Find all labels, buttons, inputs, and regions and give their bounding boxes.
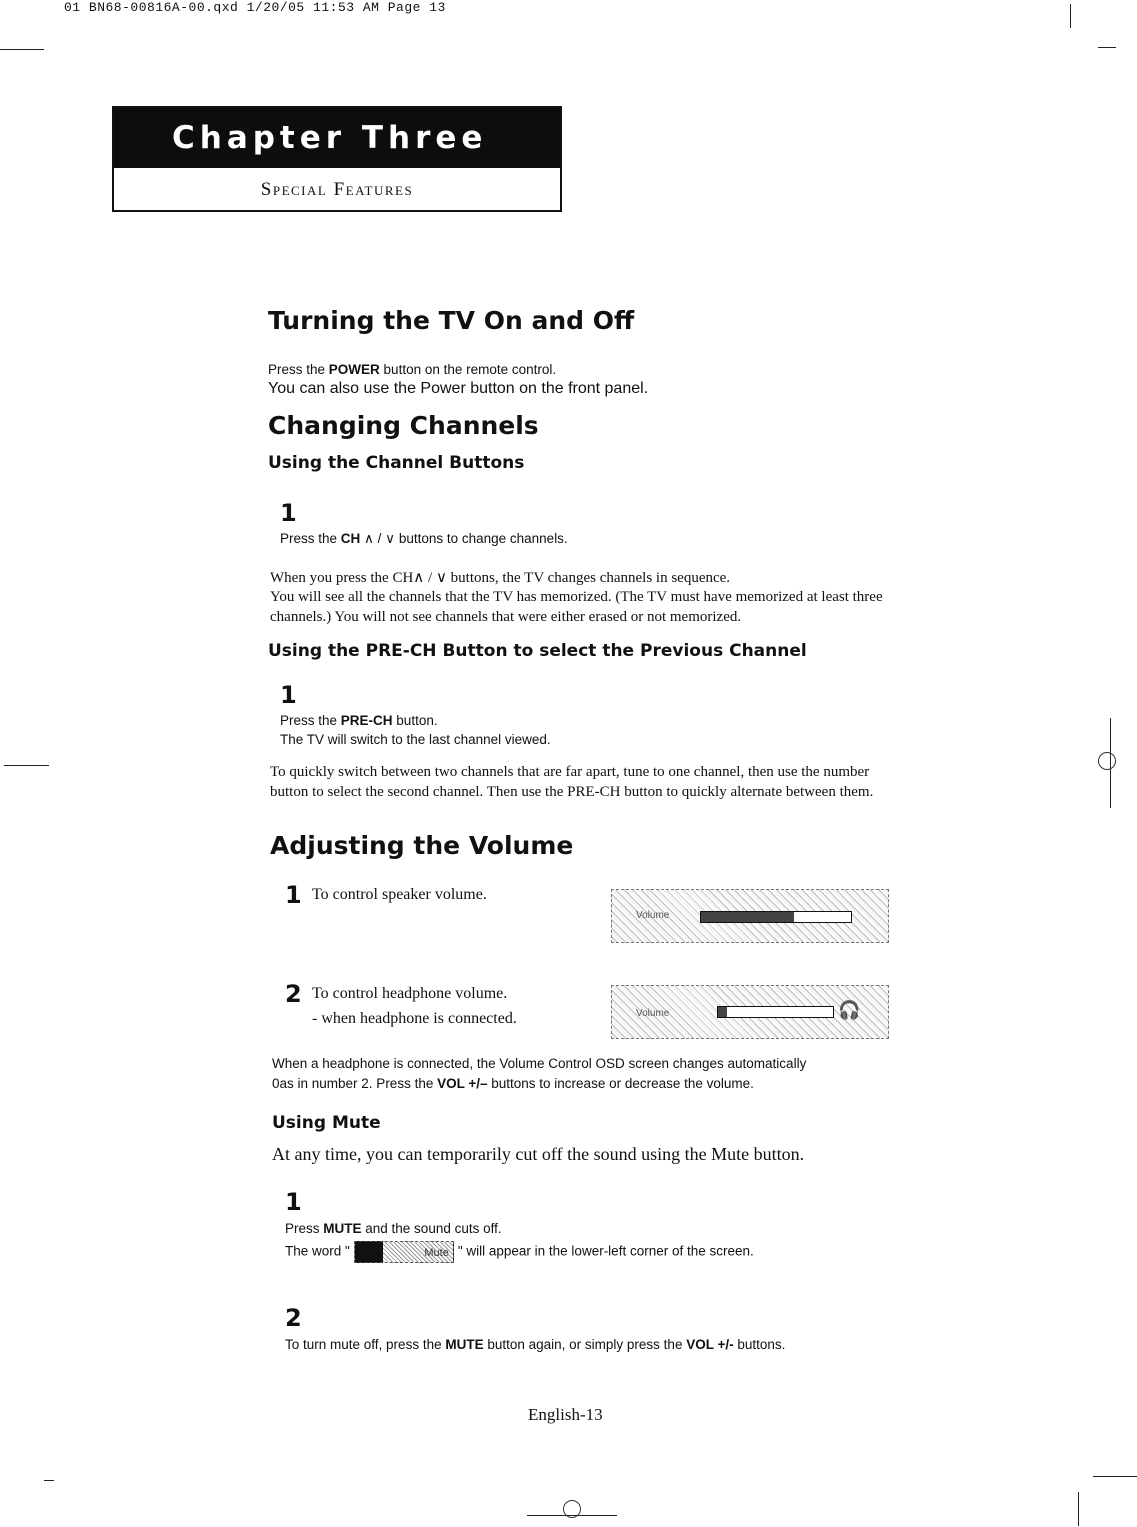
osd-label: Volume bbox=[636, 1008, 670, 1019]
subheading-pre-ch: Using the PRE-CH Button to select the Previous Channel bbox=[268, 641, 807, 661]
mute-step-1-line2 bbox=[285, 1241, 754, 1263]
step-number: 1 bbox=[280, 499, 297, 527]
page-number: English-13 bbox=[528, 1405, 603, 1424]
text: Press the bbox=[280, 531, 341, 546]
volume-item-1: To control speaker volume. bbox=[312, 886, 487, 903]
chapter-title: Chapter Three bbox=[114, 108, 560, 168]
pre-ch-step-line2: The TV will switch to the last channel viewed. bbox=[280, 732, 551, 747]
text: buttons to increase or decrease the volume. bbox=[487, 1076, 754, 1091]
channel-note-1: When you press the CH∧ / ∨ buttons, the TV changes channels in sequence. bbox=[270, 570, 731, 586]
mute-key-label: MUTE bbox=[323, 1221, 362, 1236]
crop-mark bbox=[0, 49, 44, 50]
step-number: 1 bbox=[285, 1188, 302, 1216]
text: Press the bbox=[268, 362, 329, 377]
volume-level-fill bbox=[718, 1007, 727, 1017]
ch-key-label: CH bbox=[340, 531, 361, 546]
crop-mark bbox=[1098, 47, 1116, 48]
osd-label: Volume bbox=[636, 910, 670, 921]
power-note: You can also use the Power button on the front panel. bbox=[268, 380, 649, 397]
registration-mark bbox=[563, 1500, 581, 1518]
text: buttons to change channels. bbox=[398, 531, 568, 546]
chapter-header bbox=[112, 106, 562, 212]
headphone-icon: 🎧 bbox=[838, 1000, 861, 1020]
power-key-label: POWER bbox=[328, 362, 380, 377]
mute-step-2 bbox=[285, 1337, 785, 1352]
text: button again, or simply press the bbox=[483, 1337, 687, 1352]
vol-key-label: VOL +/- bbox=[686, 1337, 734, 1352]
crop-mark bbox=[4, 765, 49, 766]
mute-osd-icon: Mute bbox=[354, 1241, 454, 1263]
text: button on the remote control. bbox=[379, 362, 557, 377]
pre-ch-note: To quickly switch between two channels that are far apart, tune to one channel, then use the number button to select the second channel. Then use the PRE-CH button to quickly alternate between them. bbox=[270, 764, 874, 800]
volume-level-fill bbox=[701, 912, 794, 922]
step-number: 2 bbox=[285, 980, 302, 1008]
mute-step-1 bbox=[285, 1221, 502, 1236]
volume-osd-speaker bbox=[611, 889, 889, 943]
volume-note-line1: When a headphone is connected, the Volume Control OSD screen changes automatically bbox=[272, 1056, 807, 1071]
subheading-mute: Using Mute bbox=[272, 1113, 381, 1133]
volume-item-2: To control headphone volume. bbox=[312, 985, 508, 1002]
text: The word " bbox=[285, 1243, 350, 1259]
crop-mark bbox=[1078, 1492, 1079, 1526]
vol-key-label: VOL +/– bbox=[437, 1076, 488, 1091]
text: " will appear in the lower-left corner of the screen. bbox=[457, 1243, 754, 1259]
registration-mark bbox=[1098, 752, 1116, 770]
volume-note-line2 bbox=[272, 1076, 754, 1091]
text: Press bbox=[285, 1221, 324, 1236]
printer-slug: 01 BN68-00816A-00.qxd 1/20/05 11:53 AM Page 13 bbox=[64, 0, 446, 15]
step-number: 2 bbox=[285, 1304, 302, 1332]
arrow-icons: ∧ / ∨ bbox=[360, 531, 399, 546]
subheading-channel-buttons: Using the Channel Buttons bbox=[268, 453, 525, 473]
step-number: 1 bbox=[285, 881, 302, 909]
pre-ch-key-label: PRE-CH bbox=[340, 713, 393, 728]
text: To turn mute off, press the bbox=[285, 1337, 446, 1352]
section-heading-volume: Adjusting the Volume bbox=[270, 831, 574, 860]
text: buttons. bbox=[733, 1337, 786, 1352]
volume-bar bbox=[700, 911, 852, 923]
channel-note-2: You will see all the channels that the TV has memorized. (The TV must have memorized at least three channels.) You will not see channels that were either erased or not memorized. bbox=[270, 589, 883, 625]
volume-bar bbox=[717, 1006, 834, 1018]
mute-key-label: MUTE bbox=[445, 1337, 484, 1352]
pre-ch-step-text bbox=[280, 713, 438, 728]
text: 0as in number 2. Press the bbox=[272, 1076, 438, 1091]
crop-mark bbox=[1093, 1476, 1137, 1477]
mute-intro: At any time, you can temporarily cut off the sound using the Mute button. bbox=[272, 1144, 805, 1164]
channel-step-text bbox=[280, 531, 568, 547]
volume-item-2-sub: - when headphone is connected. bbox=[312, 1010, 517, 1027]
section-heading-channels: Changing Channels bbox=[268, 411, 539, 440]
text: Press the bbox=[280, 713, 341, 728]
text: button. bbox=[392, 713, 438, 728]
section-heading-power: Turning the TV On and Off bbox=[268, 306, 635, 335]
step-number: 1 bbox=[280, 681, 297, 709]
crop-mark bbox=[44, 1480, 54, 1481]
crop-mark bbox=[1070, 4, 1071, 28]
volume-osd-headphone bbox=[611, 985, 889, 1039]
text: and the sound cuts off. bbox=[361, 1221, 502, 1236]
power-instruction bbox=[268, 362, 556, 377]
chapter-subtitle: Special Features bbox=[260, 179, 414, 200]
